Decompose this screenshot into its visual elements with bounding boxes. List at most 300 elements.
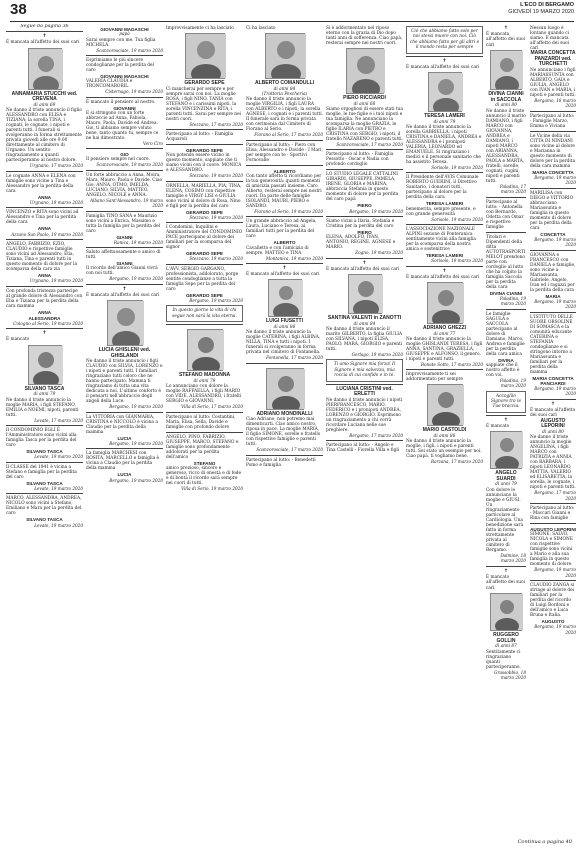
cross-icon: ✝ [550, 400, 556, 407]
portrait-photo [265, 33, 305, 79]
message-text: Partecipano al lutto: - Famiglia Acquaroli [166, 132, 234, 142]
notice-date: Levate, 17 marzo 2020 [34, 417, 83, 423]
message-text: La VITTORIA con GIANMARIA, CRISTINA e NICCOLÒ è vicina a Claudio per la perdita della mamma [86, 414, 158, 435]
notice-text: Ne danno il triste annuncio il marito GILBERTO, la figlia GIULIA con SILVANA, i nipoti ELISA, PAOLO, MARA, GIORGIO e parenti tutti. [326, 327, 403, 353]
message-date: Urgnano, 19 marzo 2020 [29, 200, 83, 206]
deceased-name: PIERO RICCIARDI [343, 95, 386, 101]
notice-date: Scanzorosciate, 17 marzo 2020 [336, 142, 403, 147]
condolence-message [166, 432, 243, 492]
condolence-message [530, 580, 576, 635]
condolence-message [86, 24, 163, 53]
deceased-age: di anni 79 [33, 392, 56, 398]
message-text: ORNELLA, MARIELLA, PIA, TINA, ELENA, COSIMO con rispettive famiglie e VIRGY LISI e GIULIA sono vicini al dolore di Rosa, Nino e figli per la perdita del caro [166, 183, 242, 209]
death-notice [246, 363, 323, 453]
message-text: sappiate che il nostro affetto è con voi. [486, 362, 520, 378]
notice-text: Siamo orgogliosi di essere stati tua moglie, le tue figlie e i tuoi nipoti e tua famiglia. Ne annunciano la scomparsa la moglie GRAZIA, le figlie ILARIA con PIETRO e CRISTINA con SERGIO, i nipoti, il fratello NAZARENO e parenti tutti. [326, 107, 403, 142]
condolence-message [166, 129, 243, 142]
condolence-message [6, 286, 83, 327]
message-text: ELENA, ADOLFO, IVAN, ANTONIO, REGINE, AGNESE e MARIO. [326, 235, 396, 251]
message-date: Bergamo, 19 marzo 2020 [109, 477, 163, 483]
notice-text: Ciao Adriano, non potremo mai dimenticarti. Ciao amico nostro, riposa in pace. La moglie MARIA, il figlio SIMONE, sorelle e fratello con rispettive famiglie e parenti tutti. [246, 417, 321, 448]
notice-text: Ci mancherai per sempre e per sempre sarai con noi. La moglie ROSA, i figli NINO, TANIA con STEFANO e i carissimi nipoti, la sorella VINCENZINA e RITA, i parenti tutti. Sarai per sempre nei nostri cuori. [166, 86, 241, 122]
condolence-message [86, 247, 163, 282]
message-text: L'ASSOCIAZIONE NAZIONALE ALPINI sezione di Ponteranica sentitamente vicini alla famiglia per la scomparsa della nostra amica e sostenitrice [406, 227, 476, 253]
column-1 [6, 24, 83, 530]
message-text: Sarai sempre con me. Tua figlia MICHELA. [86, 37, 156, 48]
notice-date: Bonate Sotto, 17 marzo 2020 [420, 362, 483, 368]
message-date: Sorisole, 19 marzo 2020 [431, 258, 483, 264]
message-text: Partecipano al lutto: - Famiglia Pessotto - Oscar e Nadia con profondo cordoglio [326, 152, 394, 168]
continued-from: Segue da pagina 36 [20, 24, 69, 29]
death-notice [326, 24, 403, 147]
message-text: Con tanto affetto ti ricordiamo per la tua generosità: quanti momenti di amicizia passati insieme. Caro Alberto, resterai sempre nei nostri cuori. Da parte delle famiglie ISOLANDI, MAURI, PIERO e SANDRO. [246, 174, 322, 210]
message-name: ALBERTO [273, 168, 296, 174]
message-name: MARIA [545, 293, 561, 299]
notice-text: Lo annunciano con dolore la moglie RAFFAELLA, i figli MARIO con VIDE, ALESSANDRO, i fratelli SERGIO e GIOVANNI. [166, 384, 242, 405]
deceased-name: AUGUSTO LEPORINI [540, 417, 566, 430]
notice-date: Bergamo, 19 marzo 2020 [109, 404, 163, 410]
condolence-message [6, 493, 83, 528]
death-notice [246, 263, 323, 361]
message-name: ANNA [37, 309, 52, 315]
notice-prefix: È mancata all'affetto dei suoi cari [6, 40, 80, 46]
condolence-message [6, 207, 83, 237]
message-date: Cologno al Serio, 19 marzo 2020 [13, 321, 83, 327]
notice-text: Ne danno il triste annuncio i figli CLAUDIO con SILVIA, LORENZO e i nipoti e parenti tutti. I familiari ringraziano tutti coloro che ne hanno partecipato. Mamma ti ringraziamo di tutta una vita dedicata a noi. L'ultimo conforto è il pensarti nell'abbraccio degli angeli della Luce. [86, 359, 163, 405]
notice-prefix: Ci ha lasciato [246, 26, 276, 31]
memorial-quote: Accoglilo Signore tra le Tue braccia. [486, 391, 526, 413]
deceased-name: SILVANO TASCA [24, 385, 65, 392]
message-name: GIOVANNI MADASCHI [100, 27, 149, 32]
deceased-age: di anni 68 [353, 101, 376, 107]
deceased-age: di anni 86 [433, 434, 456, 440]
message-text: Partecipano al lutto: - Famiglie Marzo, Emma e Viviana [530, 113, 575, 129]
message-date: Albano Sant'Alessandro, 19 marzo 2020 [89, 197, 163, 209]
message-date: Bergamo, 19 marzo 2020 [534, 567, 576, 578]
message-text: Un forte abbraccio a Anna, Moira, Mara, Mauro, Paola e Davide. Ciao Gio: ANNA, OTMO, IMELDA, LUCIANO, SILVIA, MATTEO, ANGELO, NICOLE e ANNA. [86, 172, 163, 198]
column-2 [86, 24, 163, 485]
condolence-message [166, 144, 243, 179]
deceased-name: TERESA LAMERI [424, 113, 465, 120]
message-date: Vero Ciro [142, 140, 163, 146]
death-notice [486, 415, 526, 564]
notice-text: Ne danno il triste annuncio la moglie ANGELINA, i figli MARCO con PATRIZIA e ANNIA con BARBARA, i nipoti LEONARDO, MATTIA, VALERIO ed ELISABETTA, la sorella, le cognate, i nipoti e parenti tutti. [530, 435, 576, 491]
message-text: Le cognate ANNA e ELENA con famiglie sono vicine a Tina e Alessandro per la perdita della cara [6, 173, 76, 194]
notice-prefix: Nessun luogo è lontano quando ci siamo. È mancata all'affetto dei suoi cari [530, 26, 570, 51]
message-text: La famiglia MARCHESI con ROSITA, MARCELLO e famiglia è vicina a Claudio per la perdita della mamma [86, 451, 160, 472]
deceased-name: RUGGERO GOLLIN [493, 631, 519, 644]
condolence-message [326, 216, 403, 256]
death-notice [406, 369, 483, 464]
message-text: ANGELO, PINO, FABRIZIO, GIUSEPPE, MARCO, STEFANO e famiglie sono profondamente addolorati per la perdita dell'amico [166, 434, 239, 460]
message-date: Levate, 19 marzo 2020 [34, 454, 83, 460]
portrait-photo [490, 593, 522, 631]
message-name: GIANNI [116, 234, 133, 240]
message-text: Il ricordo dell'amico Gianni vivrà con noi tutti. [86, 266, 158, 277]
condolence-message [86, 55, 163, 95]
message-text: Partecipano al lutto: - Angelo e Tina Castelli - Fiorella Villa e figli [326, 443, 400, 454]
notice-prefix: È mancato all'affetto dei suoi cari [530, 407, 576, 419]
message-name: STEFANO [193, 460, 216, 466]
death-notice [246, 24, 323, 138]
message-text: amico prezioso, sincero e generoso, ricco di onestà e di fede e di bontà il ricordo sarà sempre nei cuori di tutti. [166, 465, 242, 486]
notice-prefix: È mancato all'affetto dei suoi cari [486, 574, 526, 591]
deceased-name: MARIA CONCETTA PANZARDI ved. TURCHETTI [530, 50, 576, 68]
column-3 [166, 24, 243, 493]
column-6 [406, 24, 483, 467]
message-date: Stezzano, 19 marzo 2020 [189, 173, 243, 179]
condolence-message [86, 211, 163, 246]
message-text: E si stringono con un forte abbraccio ad Anna, Fabiola, Mauro, Paola, Davide ed Andrea. Gio, ti abbiamo sempre voluto bene, tanto quanto tu, sempre ce ne hai dimostrato. [86, 110, 159, 141]
message-date: Paladina, 19 marzo 2020 [499, 377, 526, 389]
message-date: Montanica, 19 marzo 2020 [265, 255, 323, 261]
deceased-name: STEFANO MADONNA [178, 372, 231, 379]
notice-text: Ne danno il triste annuncio la moglie VIRGILIA, i figli LAURA con ALBERTO e i nipoti; la sorella AGNESE, i cognati e i parenti tutti. Il funerale sarà in forma privata con cerimonia dal Cimitero di Fiorano al Serio. [246, 97, 323, 133]
notice-date: Sorisole, 19 marzo 2020 [431, 165, 483, 171]
message-date: Bergamo, 19 marzo 2020 [109, 276, 163, 282]
message-name: DIVINA [498, 357, 514, 363]
message-date: Villa di Serio, 19 marzo 2020 [181, 485, 243, 491]
message-name: MARIA CONCETTA [532, 169, 574, 175]
deceased-age: di anni 87 [495, 644, 517, 650]
message-text: MARCO, ALESSANDRA, ANDREA, NICOLO sono vicini a Stefano, Emiliano e Mara per la perdita del caro [6, 496, 82, 517]
condolence-message [246, 140, 323, 163]
message-text: VINCENZO e RITA sono vicini ad Alessandro e Tina per la perdita della cara [6, 210, 79, 226]
deceased-age: di anni 79 [193, 378, 216, 384]
message-date: Urgnano, 19 marzo 2020 [29, 278, 83, 284]
condolence-message [530, 131, 576, 186]
condolence-message [6, 171, 83, 206]
cross-icon: ✝ [282, 265, 287, 272]
message-text: MARILISA con DIEGO e VITTORIO abbracciano Mariassunta e famiglia in questo momento di dolore per la perdita della cara [530, 190, 574, 231]
notice-text: Ne annunciano i figli MARIASSUNTA con ALBERTO, GAIA e GIULIA, ANGELO con IVAN e MARIA, i nipoti e parenti tutti. [530, 67, 576, 98]
notice-prefix: Si è addormentato nel riposo eterno con la grazia di Dio dopo tanti anni di sofferenza. Ciao papà, resterai sempre nei nostri cuori. [326, 26, 403, 46]
cross-icon: ✝ [442, 57, 447, 64]
notice-text: Ne danno il triste annuncio la moglie CATERINA, i figli ALBINA, NILLA, TINA e tutti i nipoti. I funerali si svolgeranno in forma privata nel cimitero di Fontanella. [246, 330, 321, 356]
deceased-age: di anni 86 [273, 325, 296, 331]
message-text: CLAUDIO ZANGA si stringe al dolore dei familiari per la perdita del ricordo di Luigi Bordoni e dell'amico e Luca Bruna e Italia. [530, 583, 575, 619]
message-text: Partecipano al lutto: - Maccari Gianni e Rina con famiglie [530, 506, 575, 522]
message-text: Cavalletto e con l'amicizia di sempre. MATTEO e TINA [246, 245, 309, 256]
message-name: ANNA [37, 226, 52, 232]
message-date: Levate, 19 marzo 2020 [34, 486, 83, 492]
message-text: Le Vicine della via CITTÀ DI NINDANI sono vicine al dolore e Marianna in questo momento di dolore per la perdita della cara mamma [530, 133, 576, 169]
message-date: Bergamo, 19 marzo 2020 [534, 298, 576, 310]
message-text: GIOVANNA e FRANCESCO con DANIELA e famiglie, sono vicine a Mariassunta, Gabriele, Angelo, Ivan ed i ragazzi per la perdita della cara [530, 252, 576, 293]
notice-text: Ne danno il triste annuncio la moglie MARIA, i figli STEFANO, EMILIA e NOEMI, nipoti, parenti tutti. [6, 397, 79, 418]
portrait-photo [266, 368, 304, 410]
publication-date: GIOVEDÌ 19 MARZO 2020 [508, 8, 574, 15]
notice-date: Grassobbio, 18 marzo 2020 [494, 669, 526, 680]
condolence-message [486, 197, 526, 230]
notice-text: Sentitamente ci ringraziano quanti parteciperanno. [486, 649, 521, 670]
condolence-message [86, 170, 163, 209]
notice-prefix: È mancata all'affetto dei suoi cari [486, 32, 526, 48]
page-number: 38 [10, 1, 27, 18]
portrait-photo [107, 300, 143, 346]
message-name: SILVANO TASCA [26, 449, 63, 455]
condolence-message [166, 412, 243, 430]
notice-date: Barzana, 17 marzo 2020 [431, 459, 483, 465]
message-name: GERARDO SEPE [185, 251, 223, 257]
notice-date: Stezzano, 17 marzo 2020 [189, 121, 243, 127]
death-notice [406, 266, 483, 368]
portrait-photo [346, 48, 384, 94]
condolence-message [530, 523, 576, 578]
message-text: Il CLASSE del 1941 è vicina a Stefano e famiglia per la perdita del caro [6, 464, 77, 480]
notice-date: Villa di Serio, 17 marzo 2020 [181, 404, 243, 410]
condolence-message [530, 503, 576, 521]
notice-text: Ne danno il triste annuncio la sorella GABRIELLA, i nipoti CRISTINA e DANIELA, ANDREA e ALESSANDRA e i pronipoti VALERIA, LEONARDO ed EMANUELE. Si ringraziano i medici e il personale sanitario che ha assistito Teresa. [406, 125, 482, 166]
publication-name: L'ECO DI BERGAMO [520, 2, 574, 8]
message-name: ANNA [37, 194, 52, 200]
portrait-photo [490, 50, 522, 90]
column-4 [246, 24, 323, 470]
condolence-message [86, 448, 163, 483]
notice-prefix: È mancato all'affetto dei suoi cari [246, 272, 320, 278]
condolence-message [530, 312, 576, 397]
condolence-message [406, 224, 483, 264]
message-name: TERESA LAMERI [425, 253, 464, 259]
message-name: GIANNI [116, 261, 133, 267]
message-date: Cisternago, 19 marzo 2020 [105, 89, 163, 95]
message-name: SILVANO TASCA [26, 480, 63, 486]
continued-to: Continua a pagina 40 [517, 839, 572, 845]
deceased-name: LUCIANA CRISTINI ved. ERLETTI [336, 385, 393, 398]
condolence-message [6, 239, 83, 284]
condolence-message [530, 188, 576, 248]
message-name: DIVINA CIANNI [489, 290, 523, 296]
deceased-age: di anni 80 [542, 429, 564, 435]
death-notice [406, 56, 483, 171]
message-date: Bergamo, 19 marzo 2020 [534, 386, 576, 397]
condolence-message [6, 462, 83, 492]
message-date: Bergamo, 19 marzo 2020 [534, 236, 576, 248]
publication-info [508, 2, 574, 15]
deceased-name: LUCIA GHISLENI ved. GHISLANDI [98, 347, 151, 359]
condolence-message [486, 309, 526, 389]
message-text: LO STUDIO LEGALE CATTALINI GIRARDI, GIUSEPPE, PAMELA, IRENE, GLORIA e MARINA, abbraccia Stefania in questo momento di dolore per la perdita del caro papà [326, 172, 399, 203]
portrait-photo [490, 431, 522, 469]
message-text: Le famiglie SAGULA e SACCOLA partecipano al dolore di Damiano, Marco, Andrea e famiglie per la perdita della cara amica [486, 311, 525, 357]
notice-prefix: È mancato [486, 423, 510, 429]
deceased-age: di anni 79 [495, 482, 517, 488]
message-date: Levate, 19 marzo 2020 [34, 522, 83, 528]
message-date: Bergamo, 19 marzo 2020 [189, 298, 243, 304]
message-name: PIERO [357, 203, 372, 209]
condolence-message [6, 425, 83, 460]
notice-date: Bergamo, 18 marzo 2020 [534, 97, 576, 109]
message-text: Siamo vicini a Ilaria, Stefania e Cristina per la perdita del caro [326, 219, 395, 230]
message-name: ANNA [37, 273, 52, 279]
notice-prefix: Improvvisamente ci ha lasciato [166, 26, 234, 31]
condolence-message [486, 232, 526, 307]
message-date: Bergamo, 19 marzo 2020 [349, 208, 403, 214]
cross-icon: ✝ [503, 25, 509, 31]
message-date: Stezzano, 19 marzo 2020 [189, 256, 243, 262]
condolence-message [406, 172, 483, 222]
notice-prefix: Improvvisamente ti sei addormentato per sempre [406, 372, 463, 383]
message-date: Paladina, 19 marzo 2020 [499, 295, 526, 307]
column-5 [326, 24, 403, 455]
message-text: Titolari e Dipendenti della ditta AUTOTRASPORTI MELOT prendono parte con cordoglio al lutto che ha colpito la famiglia Saccola per la perdita della cara [486, 234, 526, 290]
page-header [10, 0, 574, 22]
message-text: VALERIA CLAUDIA e TRONCOMAROBIL. [86, 79, 133, 90]
column-7 [486, 24, 526, 682]
message-text: Il CONDOMINIO EGLI È l'Amministratore sono vicini alla famiglia Tasca per la perdita del caro [6, 428, 77, 449]
cross-icon: ✝ [503, 416, 509, 423]
condolence-message [86, 412, 163, 447]
condolence-message [166, 264, 243, 304]
condolence-message [326, 149, 403, 167]
notice-text: Ne danno il triste annuncio la moglie GHISLANDI TERESA, i figli ANNA, SANTINA, GRAZIELLA, GIUSEPPE e ALFONSO, il genero, i nipoti e parenti tutti. [406, 337, 483, 363]
message-name: GERARDO SEPE [185, 148, 223, 153]
deceased-name: ALBERTO COMANDULLI [254, 80, 315, 86]
death-notice [326, 258, 403, 358]
condolence-message [326, 169, 403, 214]
notice-date: Fontanella, 17 marzo 2020 [266, 355, 323, 361]
message-date: Bergamo, 19 marzo 2020 [534, 174, 576, 186]
portrait-photo [185, 33, 225, 79]
message-text: Partecipano al lutto: Costantini, Maria, Elisa, Sella, Davide e famiglie con profondo dolore [166, 414, 236, 430]
death-notice [166, 324, 243, 409]
message-name: SILVANO TASCA [26, 517, 63, 523]
message-name: MARIA CONCETTA PANCIARDI [532, 375, 574, 386]
notice-date: Paladina, 17 marzo 2020 [499, 183, 526, 195]
message-name: GIOVANNI MADASCHI [100, 74, 149, 80]
deceased-age: di anni 77 [433, 331, 456, 337]
message-date: Sorisole, 19 marzo 2020 [431, 216, 483, 222]
condolence-message [326, 440, 403, 453]
condolence-message [166, 222, 243, 262]
cross-icon: ✝ [442, 267, 447, 274]
condolence-message [530, 250, 576, 310]
notice-text: Ne danno il triste annuncio i nipoti PIERFRANCESCO, MARIO, FEDERICO e i pronipoti ANDREA, LORENZO e GIORGIO. Esprimono un ringraziamento a chi vorrà ricordare Luciana nelle sue preghiere. [326, 397, 403, 433]
message-name: AUGUSTO LEPORINI [530, 527, 576, 533]
message-text: L'ISTITUTO DELLE SUORE ORSOLINE DI SOMASCA e la comunità educante CATERINA e STEFANIA condoglianze e si stringono intorno a Mariassunta e familiari per la perdita della mamma [530, 314, 573, 375]
message-date: Bergamo, 19 marzo 2020 [534, 624, 576, 635]
message-name: LUCIA [117, 435, 132, 441]
cross-icon: ✝ [362, 259, 367, 266]
portrait-photo [428, 72, 462, 112]
cross-icon: ✝ [42, 33, 47, 40]
message-name: GIO [120, 152, 129, 158]
condolence-message [166, 181, 243, 221]
condolence-message [246, 216, 323, 261]
portrait-photo [187, 329, 223, 371]
deceased-name: LUIGI FIUSETTI [266, 318, 303, 325]
notice-date: Bergamo, 17 marzo 2020 [534, 490, 576, 501]
message-date: Zogno, 19 marzo 2020 [355, 250, 403, 256]
notice-date: Bergamo, 17 marzo 2020 [349, 432, 403, 438]
deceased-name: SANTINA VALENTI in ZANOTTI [327, 315, 402, 322]
deceased-name: ADRIANO GHEZZI [422, 325, 467, 332]
portrait-photo [427, 282, 463, 324]
death-notice [486, 24, 526, 195]
message-name: GERARDO SEPE [185, 292, 223, 298]
message-name: TERESA LAMERI [425, 201, 464, 207]
message-signature: ALESSANDRA [28, 315, 61, 321]
message-text: Il pensiero sempre nel cuore. [86, 157, 150, 163]
message-text: Con profonda tristezza partecipe al grande dolore di Alessandro con Elia e Tiziana per la perdita della cara mamma [6, 288, 83, 309]
notice-date: Urgnano, 17 marzo 2020 [29, 163, 83, 169]
message-text: benemerita, sempre presente, e con grande generosità [406, 206, 476, 217]
message-name: GERARDO SEPE [185, 209, 223, 215]
condolence-message [530, 111, 576, 129]
deceased-age: di anni 69 [33, 103, 56, 108]
deceased-name: GERARDO SEPE [184, 80, 225, 86]
notice-text: Ne danno il triste annuncio la moglie, i figli, i nipoti e parenti tutti. Sei stato un esempio per noi. Ciao papà, ti vogliamo bene. [406, 439, 482, 460]
cross-icon: ✝ [503, 567, 509, 574]
message-text: ANGELO, FABRIZIO, EZIO, CLAUDIO e rispettive famiglie sono vicini ad Alessandro, Elia, Tiziana, Tina e parenti tutti in questo momento di dolore per la scomparsa della cara zia [6, 242, 78, 273]
message-text: Partecipano al lutto: - Piero con Elisa, Alessandro e Davide - I Mari, per sempre con te - Sportivi Fornovalle [246, 142, 323, 163]
portrait-photo [28, 345, 62, 385]
notice-prefix: È mancato all'affetto dei suoi cari [86, 292, 160, 298]
message-text: Saluto affettuosamente e amico di tutti [86, 250, 161, 261]
notice-date: Dalmine, 18 marzo 2020 [500, 552, 526, 564]
message-text: I Condomini, Inquilini e Amministratore del CONDOMINIO PACE partecipano al dolore dei familiari per la scomparsa del signor [166, 225, 243, 251]
death-notice [326, 384, 403, 439]
message-text: L'AVV. SERGIO GARGANO, professionista, addolorato, porge sentite condoglianze a tutta la famiglia Sepe per la perdita del caro [166, 266, 239, 292]
memorial-quote: In questo giorno la vita di chi segue non sarà la vita eterna. [166, 305, 243, 322]
message-date: Scanzorosciate, 19 marzo 2020 [96, 162, 163, 168]
memorial-quote: Ciò che abbiamo fatto solo per noi stessi muore con noi. Ciò che abbiamo fatto per gli altri e il mondo resta per sempre [406, 26, 483, 54]
message-relation: papà [119, 32, 130, 38]
portrait-photo [348, 274, 382, 314]
death-notice [6, 31, 83, 168]
message-text: Un grande abbraccio ad Angela, Laura, Luciano e Teresa, ai familiari tutti per la perdita del caro [246, 219, 317, 240]
deceased-name: DIVINA CIANNI in SACCOLA [488, 91, 524, 103]
deceased-age: di anni 84 [353, 321, 376, 327]
deceased-note: (Trattoria Pescheria) [261, 92, 308, 97]
message-date: Ranica, 19 marzo 2020 [113, 239, 163, 245]
death-notice [86, 284, 163, 410]
deceased-age: di anni 79 [433, 119, 456, 125]
message-text: Famiglia TINO SANA e Maurizio sono vicini a Enrica, Massimo e tutta la famiglia per la perdita del caro [86, 213, 161, 234]
deceased-name: ADRIANO MONDINALLI [256, 410, 313, 417]
message-name: LUCIA [117, 472, 132, 478]
cross-icon: ✝ [42, 330, 47, 337]
message-text: Partecipano al lutto: - Antonella con Bernardo, Odetta con Omar e rispettive famiglie [486, 199, 524, 230]
message-date: Scanzorosciate, 19 marzo 2020 [96, 47, 163, 53]
notice-date: Fiorano al Serio, 17 marzo 2020 [254, 132, 323, 138]
deceased-age: di anni 80 [495, 103, 517, 109]
deceased-name: ANGELO SUARDI [495, 470, 517, 482]
message-text: SIMONE, SALVO, NICOLA e SIMONE con rispettive famiglie sono vicini a Mario e alla sua famiglia in questo momento di dolore. [530, 532, 573, 568]
deceased-age: di anni 84 [273, 86, 296, 92]
notice-prefix: È mancato all'affetto dei suoi cari [406, 274, 480, 280]
portrait-photo [28, 48, 62, 90]
message-name: AUGUSTO [541, 619, 565, 625]
message-text: Non potendo essere vicino in questo momento, sappiate che ti siamo vicini con il cuore. MONICA e ALESSANDRO. [166, 153, 242, 174]
message-date: Azzano San Paolo, 19 marzo 2020 [11, 231, 83, 237]
message-date: Stezzano, 19 marzo 2020 [189, 214, 243, 220]
death-notice [486, 566, 526, 681]
message-text: Partecipano al lutto: - Benedetti Pomo e famiglia [246, 457, 316, 468]
message-name: CONCETTA [540, 231, 566, 237]
notice-prefix: È mancata all'affetto dei suoi cari [406, 64, 480, 70]
notice-text: Con dolore lo annunciano la moglie e GIUSI. Un ringraziamento particolare al Cardiologia. Una benedizione sarà fatta in forma strettamente privata al cimitero di Bergamo. [486, 487, 524, 553]
memorial-quote: Ti amo Signore mia forza! Il Signore è mia salvezza, mia roccia di cui confido e in te. [326, 359, 403, 381]
death-notice [166, 24, 243, 127]
portrait-photo [427, 384, 463, 426]
cross-icon: ✝ [122, 285, 127, 292]
message-name: ALBERTO [273, 240, 296, 246]
deceased-name: MARIO CASTOLDI [422, 427, 467, 434]
notice-text: Ne danno il triste annuncio il figlio ALESSANDRO con ELISA e TIZIANA; la sorella TINA, i cognati, le cognate, i nipoti e parenti tutti. I funerali si svolgeranno in forma strettamente privata giovedì alle ore 9.00 direttamente al cimitero di Urgnano. Un sentito ringraziamento a quanti parteciperanno al nostro dolore. [6, 108, 83, 164]
condolence-message [246, 165, 323, 215]
notice-prefix: È mancato [6, 337, 30, 343]
